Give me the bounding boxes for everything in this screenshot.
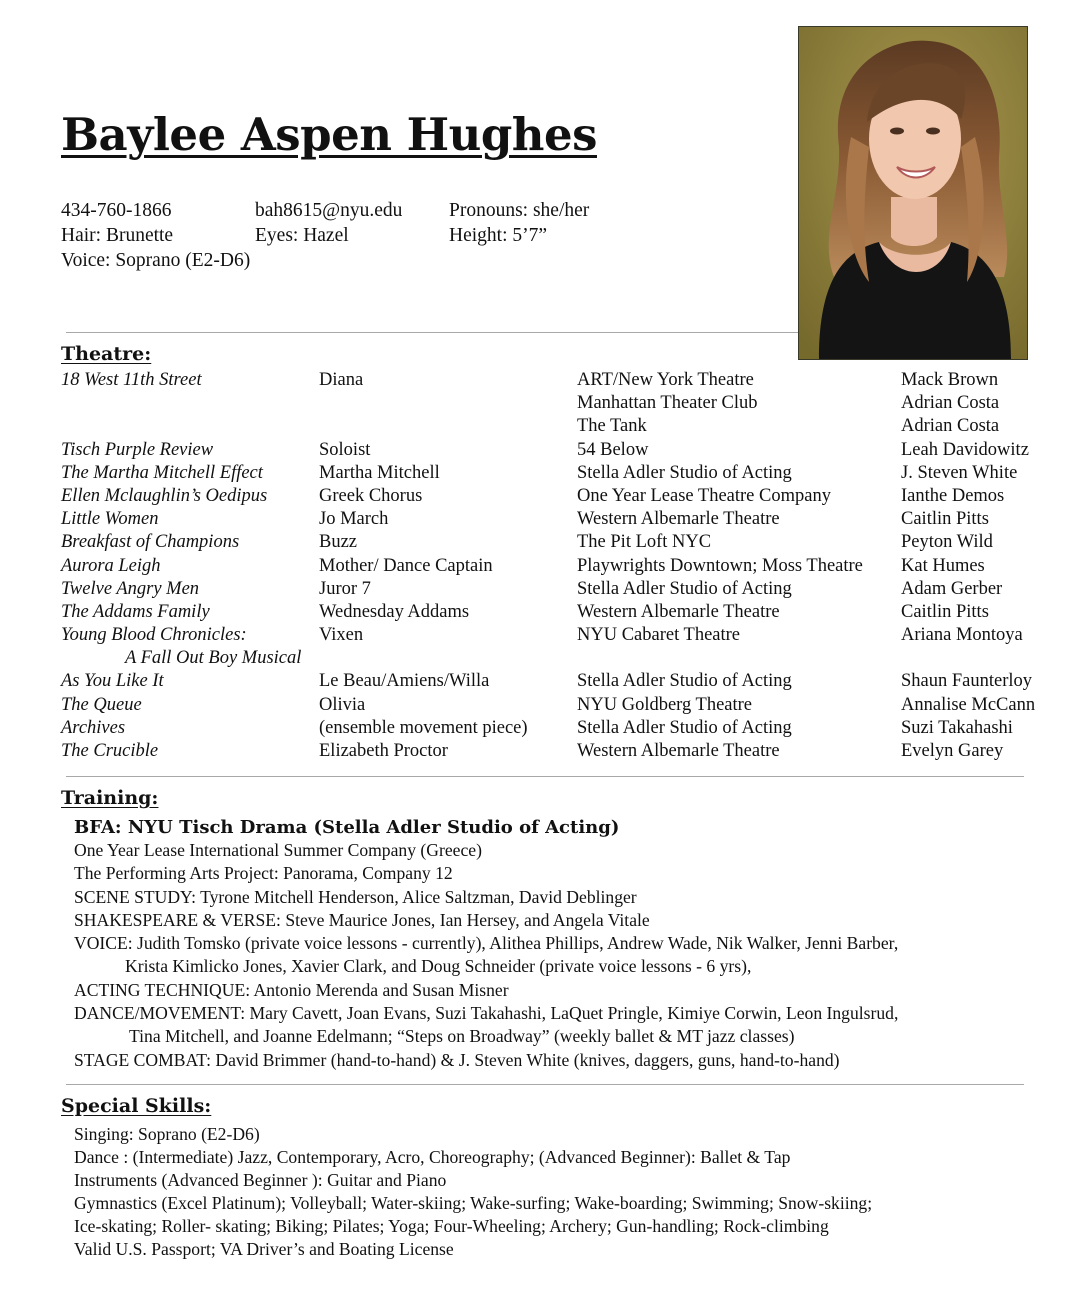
credit-director: Leah Davidowitz (901, 439, 1029, 460)
divider-top (66, 332, 798, 333)
theatre-heading: Theatre: (61, 343, 152, 365)
credit-role: Juror 7 (319, 578, 371, 599)
credit-director: Peyton Wild (901, 532, 993, 553)
hair-color: Hair: Brunette (61, 225, 174, 246)
credit-role: Soloist (319, 439, 371, 460)
training-line: VOICE: Judith Tomsko (private voice lessons - currently), Alithea Phillips, Andrew Wade, Nik Walker, Jenni Barber, (74, 933, 899, 954)
credit-show: The Addams Family (61, 601, 210, 622)
credit-show: Archives (61, 717, 126, 738)
credit-director: Adam Gerber (901, 578, 1003, 599)
skill-line: Valid U.S. Passport; VA Driver’s and Boating License (74, 1239, 454, 1259)
training-line: STAGE COMBAT: David Brimmer (hand-to-hand) & J. Steven White (knives, daggers, guns, hand-to-hand) (74, 1049, 840, 1070)
skill-line: Ice-skating; Roller- skating; Biking; Pilates; Yoga; Four-Wheeling; Archery; Gun-handling; Rock-climbing (74, 1216, 829, 1236)
credit-show: Twelve Angry Men (61, 578, 200, 599)
credit-venue: NYU Cabaret Theatre (577, 625, 741, 646)
contact-info (61, 198, 589, 273)
credit-role: Jo March (319, 509, 389, 530)
credit-show: The Queue (61, 694, 142, 715)
credit-director: Evelyn Garey (901, 741, 1004, 761)
credit-director: Shaun Faunterloy (901, 671, 1033, 692)
credit-venue: Stella Adler Studio of Acting (577, 578, 792, 599)
skills-list (74, 1123, 872, 1261)
training-line: SHAKESPEARE & VERSE: Steve Maurice Jones, Ian Hersey, and Angela Vitale (74, 909, 650, 930)
credit-role: Le Beau/Amiens/Willa (319, 671, 490, 692)
credit-director: Mack Brown (901, 370, 999, 390)
credit-show: Aurora Leigh (61, 555, 161, 576)
training-line: SCENE STUDY: Tyrone Mitchell Henderson, Alice Saltzman, David Deblinger (74, 886, 637, 907)
eye-color: Eyes: Hazel (255, 225, 349, 246)
credit-venue: Western Albemarle Theatre (577, 741, 780, 761)
voice-range: Voice: Soprano (E2-D6) (61, 250, 251, 271)
credit-venue: Stella Adler Studio of Acting (577, 462, 792, 483)
skill-line: Singing: Soprano (E2-D6) (74, 1124, 260, 1144)
credit-director: Ianthe Demos (901, 485, 1005, 506)
credit-role: Elizabeth Proctor (319, 741, 448, 761)
credit-role: Buzz (319, 532, 358, 553)
headshot-portrait-icon (799, 27, 1027, 359)
credit-venue: One Year Lease Theatre Company (577, 485, 831, 506)
credit-director: Ariana Montoya (901, 625, 1023, 646)
credit-director: Caitlin Pitts (901, 601, 989, 622)
credit-venue: Western Albemarle Theatre (577, 509, 780, 530)
credit-show: As You Like It (61, 671, 164, 692)
credit-role: Wednesday Addams (319, 601, 470, 622)
skill-line: Gymnastics (Excel Platinum); Volleyball; Water-skiing; Wake-surfing; Wake-boarding; Swimming; Snow-skiing; (74, 1193, 873, 1213)
credit-venue: Stella Adler Studio of Acting (577, 717, 792, 738)
credit-venue: The Tank (577, 416, 647, 437)
credit-venue: Western Albemarle Theatre (577, 601, 780, 622)
headshot-photo (798, 26, 1028, 360)
divider-training (66, 1084, 1024, 1085)
training-line: ACTING TECHNIQUE: Antonio Merenda and Susan Misner (74, 979, 509, 1000)
training-degree: BFA: NYU Tisch Drama (Stella Adler Studio of Acting) (74, 817, 620, 838)
credit-venue: Stella Adler Studio of Acting (577, 671, 792, 692)
skills-heading: Special Skills: (61, 1095, 212, 1117)
credit-director: Kat Humes (901, 555, 985, 576)
credit-director: Caitlin Pitts (901, 509, 989, 530)
credit-venue: ART/New York Theatre (577, 370, 754, 390)
skill-line: Instruments (Advanced Beginner ): Guitar and Piano (74, 1170, 447, 1190)
pronouns: Pronouns: she/her (449, 200, 590, 221)
credit-show-subtitle: A Fall Out Boy Musical (125, 648, 302, 669)
credit-show: 18 West 11th Street (61, 370, 202, 390)
email-address: bah8615@nyu.edu (255, 200, 403, 221)
credit-director: Suzi Takahashi (901, 717, 1013, 738)
credit-venue: Manhattan Theater Club (577, 393, 758, 414)
credit-role: Martha Mitchell (319, 462, 440, 483)
credit-venue: NYU Goldberg Theatre (577, 694, 753, 715)
credit-venue: The Pit Loft NYC (577, 532, 712, 553)
training-heading: Training: (61, 787, 159, 809)
credit-director: Adrian Costa (901, 393, 1000, 414)
credit-role: Greek Chorus (319, 485, 423, 506)
credit-show: Little Women (61, 509, 159, 530)
credit-role: Vixen (319, 625, 364, 646)
credit-show: The Crucible (61, 741, 159, 761)
credit-director: J. Steven White (901, 462, 1018, 483)
training-line: The Performing Arts Project: Panorama, Company 12 (74, 863, 453, 884)
training-line: One Year Lease International Summer Company (Greece) (74, 840, 482, 860)
credit-role: (ensemble movement piece) (319, 717, 528, 738)
training-line-continued: Tina Mitchell, and Joanne Edelmann; “Steps on Broadway” (weekly ballet & MT jazz classes) (129, 1026, 795, 1047)
credit-role: Olivia (319, 694, 366, 715)
phone-number: 434-760-1866 (61, 200, 172, 221)
credit-venue: 54 Below (577, 439, 649, 460)
resume-name: Baylee Aspen Hughes (61, 108, 597, 161)
credit-role: Diana (319, 370, 364, 390)
credit-venue: Playwrights Downtown; Moss Theatre (577, 555, 863, 576)
training-line: DANCE/MOVEMENT: Mary Cavett, Joan Evans, Suzi Takahashi, LaQuet Pringle, Kimiye Corwin, Leon Ingulsrud, (74, 1003, 899, 1024)
skill-line: Dance : (Intermediate) Jazz, Contemporary, Acro, Choreography; (Advanced Beginner): Ballet & Tap (74, 1147, 791, 1167)
credit-show: Young Blood Chronicles: (61, 625, 247, 646)
training-line-continued: Krista Kimlicko Jones, Xavier Clark, and Doug Schneider (private voice lessons - 6 yrs), (125, 956, 752, 977)
training-list (74, 816, 898, 1072)
divider-theatre (66, 776, 1024, 777)
credit-director: Adrian Costa (901, 416, 1000, 437)
credit-show: Ellen Mclaughlin’s Oedipus (61, 485, 268, 506)
credit-role: Mother/ Dance Captain (319, 555, 493, 576)
credit-show: Tisch Purple Review (61, 439, 214, 460)
credit-show: Breakfast of Champions (61, 532, 240, 553)
height: Height: 5’7” (449, 225, 548, 246)
credit-director: Annalise McCann (901, 694, 1036, 715)
credit-show: The Martha Mitchell Effect (61, 462, 263, 483)
